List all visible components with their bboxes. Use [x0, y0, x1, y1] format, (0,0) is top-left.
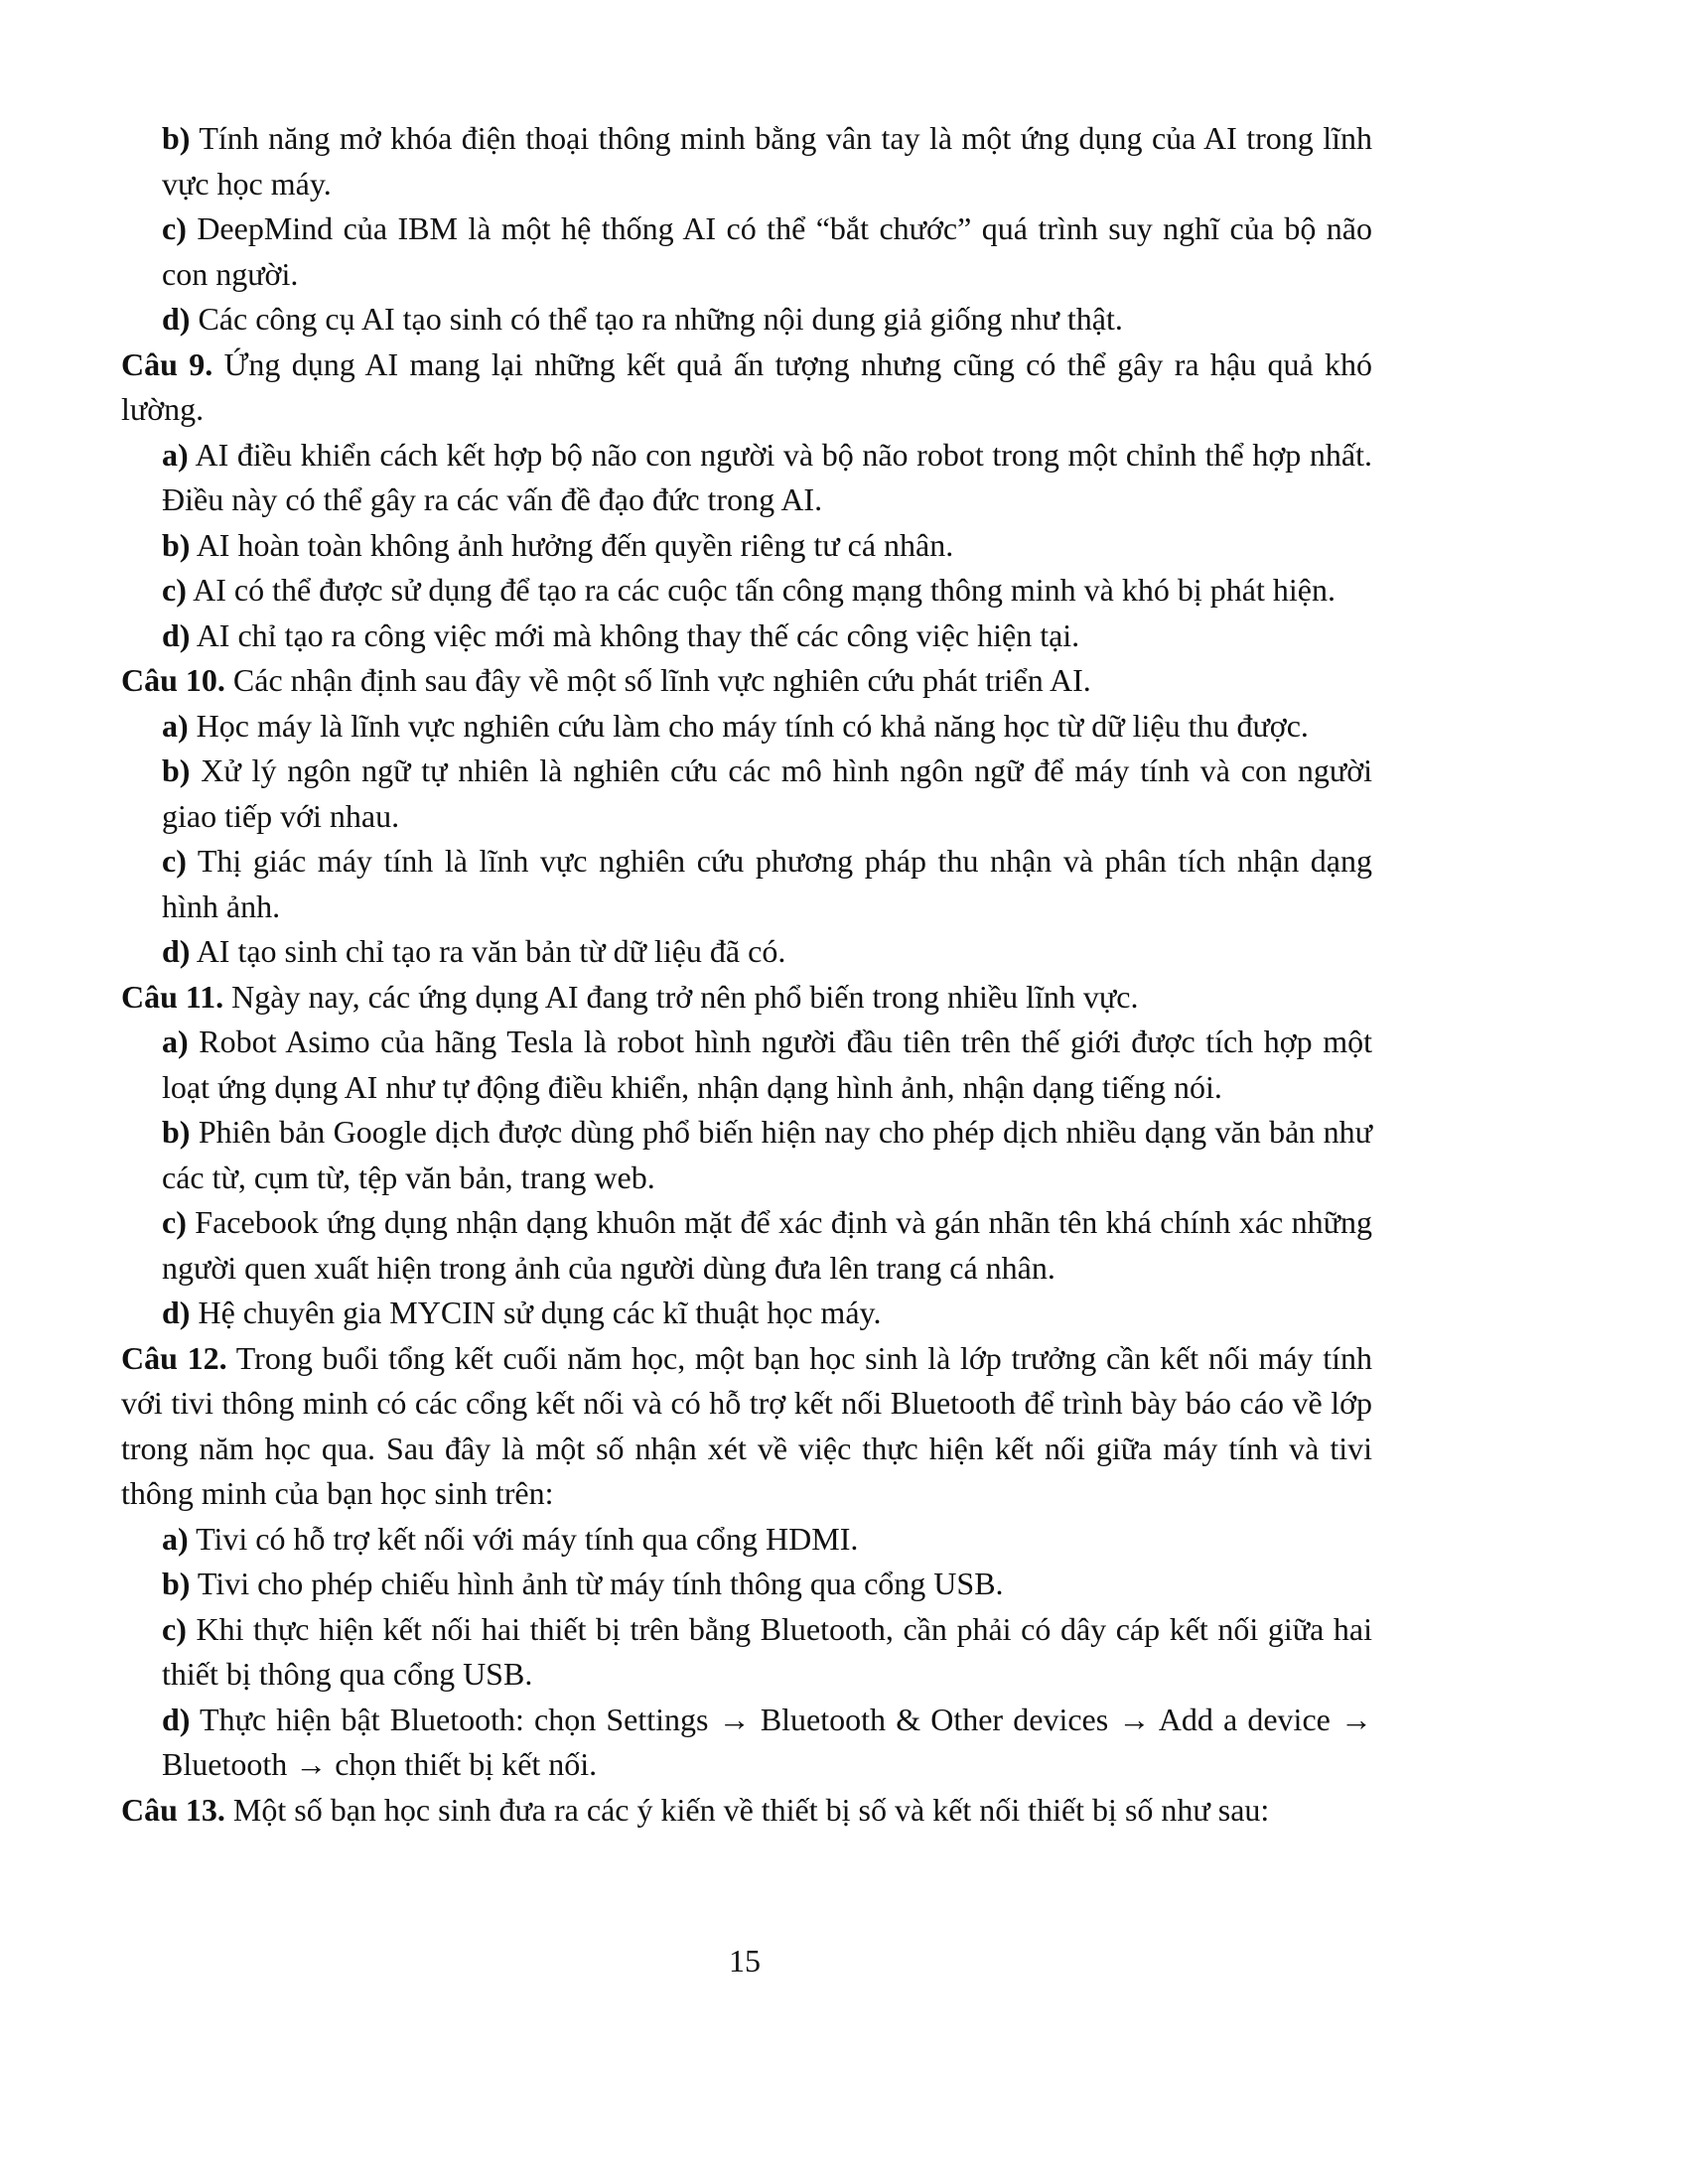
- option-10b: [162, 749, 1372, 839]
- option-12c: [162, 1607, 1372, 1698]
- option-12b: [162, 1562, 1372, 1607]
- question-text: Ứng dụng AI mang lại những kết quả ấn tượng nhưng cũng có thể gây ra hậu quả khó lường.: [121, 345, 1372, 427]
- option-11b: [162, 1110, 1372, 1200]
- option-label: c): [162, 572, 187, 608]
- option-label: d): [162, 1701, 191, 1737]
- question-text: Một số bạn học sinh đưa ra các ý kiến về thiết bị số và kết nối thiết bị số như sau:: [232, 1791, 1270, 1828]
- option-text: Xử lý ngôn ngữ tự nhiên là nghiên cứu các mô hình ngôn ngữ để máy tính và con người giao tiếp với nhau.: [162, 752, 1373, 834]
- option-9c: [162, 568, 1372, 614]
- option-text: Tính năng mở khóa điện thoại thông minh bằng vân tay là một ứng dụng của AI trong lĩnh vực học máy.: [162, 120, 1373, 202]
- option-text: Thực hiện bật Bluetooth: chọn Settings → Bluetooth & Other devices → Add a device → Bluetooth → chọn thiết bị kết nối.: [162, 1701, 1373, 1782]
- option-11d: [162, 1291, 1372, 1336]
- option-label: b): [162, 526, 191, 563]
- option-10c: [162, 839, 1372, 929]
- question-label: Câu 12.: [121, 1339, 227, 1376]
- question-text: Các nhận định sau đây về một số lĩnh vực nghiên cứu phát triển AI.: [232, 662, 1091, 698]
- option-label: d): [162, 301, 191, 337]
- option-label: d): [162, 1295, 191, 1330]
- question-10: [121, 658, 1372, 704]
- option-text: Khi thực hiện kết nối hai thiết bị trên bằng Bluetooth, cần phải có dây cáp kết nối giữa hai thiết bị thông qua cổng USB.: [162, 1610, 1373, 1692]
- question-label: Câu 10.: [121, 662, 225, 698]
- option-text: Robot Asimo của hãng Tesla là robot hình người đầu tiên trên thế giới được tích hợp một loạt ứng dụng AI như tự động điều khiển, nhận dạng hình ảnh, nhận dạng tiếng nói.: [162, 1024, 1373, 1105]
- option-text: DeepMind của IBM là một hệ thống AI có thể “bắt chước” quá trình suy nghĩ của bộ não con người.: [162, 210, 1373, 292]
- option-text: AI tạo sinh chỉ tạo ra văn bản từ dữ liệu đã có.: [196, 933, 786, 969]
- option-label: c): [162, 843, 187, 879]
- option-10d: [162, 929, 1372, 975]
- option-label: a): [162, 1024, 189, 1059]
- option-text: Thị giác máy tính là lĩnh vực nghiên cứu phương pháp thu nhận và phân tích nhận dạng hình ảnh.: [162, 843, 1372, 924]
- option-label: d): [162, 616, 191, 653]
- option-label: a): [162, 1520, 189, 1557]
- option-label: a): [162, 436, 189, 473]
- option-text: Tivi cho phép chiếu hình ảnh từ máy tính thông qua cổng USB.: [197, 1566, 1004, 1601]
- option-text: AI chỉ tạo ra công việc mới mà không thay thế các công việc hiện tại.: [196, 616, 1080, 653]
- question-text: Trong buổi tổng kết cuối năm học, một bạn học sinh là lớp trưởng cần kết nối máy tính với tivi thông minh có các cổng kết nối và có hỗ trợ kết nối Bluetooth để trình bày báo cáo về lớp trong năm học qua. Sau đây là một số nhận xét về việc thực hiện kết nối giữa máy tính và tivi thông minh của bạn học sinh trên:: [121, 1339, 1373, 1511]
- option-8c: [162, 206, 1372, 297]
- option-text: Hệ chuyên gia MYCIN sử dụng các kĩ thuật học máy.: [198, 1295, 882, 1330]
- option-12d: [162, 1698, 1372, 1788]
- option-8b: [162, 116, 1372, 206]
- option-9a: [162, 433, 1372, 523]
- option-text: AI hoàn toàn không ảnh hưởng đến quyền riêng tư cá nhân.: [196, 526, 954, 563]
- page-content: [121, 116, 1372, 1833]
- option-label: c): [162, 210, 187, 246]
- page-number: 15: [729, 1943, 761, 1979]
- option-9b: [162, 523, 1372, 569]
- option-label: a): [162, 707, 189, 744]
- question-9: [121, 342, 1372, 433]
- question-label: Câu 9.: [121, 345, 213, 382]
- question-label: Câu 13.: [121, 1791, 225, 1828]
- option-label: c): [162, 1204, 187, 1240]
- option-text: AI điều khiển cách kết hợp bộ não con người và bộ não robot trong một chỉnh thể hợp nhất. Điều này có thể gây ra các vấn đề đạo đức trong AI.: [162, 436, 1373, 517]
- question-label: Câu 11.: [121, 978, 224, 1015]
- option-12a: [162, 1517, 1372, 1563]
- option-text: Tivi có hỗ trợ kết nối với máy tính qua cổng HDMI.: [196, 1520, 859, 1557]
- option-text: Học máy là lĩnh vực nghiên cứu làm cho máy tính có khả năng học từ dữ liệu thu được.: [196, 707, 1309, 744]
- question-text: Ngày nay, các ứng dụng AI đang trở nên phổ biến trong nhiều lĩnh vực.: [231, 978, 1139, 1015]
- option-label: b): [162, 1566, 191, 1601]
- option-11a: [162, 1020, 1372, 1110]
- option-8d: [162, 297, 1372, 342]
- option-label: b): [162, 752, 191, 788]
- option-label: b): [162, 1114, 191, 1150]
- option-text: Phiên bản Google dịch được dùng phổ biến hiện nay cho phép dịch nhiều dạng văn bản như các từ, cụm từ, tệp văn bản, trang web.: [162, 1114, 1372, 1195]
- question-13: [121, 1788, 1372, 1834]
- option-10a: [162, 704, 1372, 750]
- question-12: [121, 1336, 1372, 1517]
- option-text: AI có thể được sử dụng để tạo ra các cuộc tấn công mạng thông minh và khó bị phát hiện.: [193, 572, 1336, 608]
- option-9d: [162, 614, 1372, 659]
- option-label: b): [162, 120, 191, 156]
- option-label: c): [162, 1610, 187, 1647]
- option-text: Facebook ứng dụng nhận dạng khuôn mặt để xác định và gán nhãn tên khá chính xác những người quen xuất hiện trong ảnh của người dùng đưa lên trang cá nhân.: [162, 1204, 1373, 1286]
- question-11: [121, 975, 1372, 1021]
- option-11c: [162, 1200, 1372, 1291]
- option-label: d): [162, 933, 191, 969]
- option-text: Các công cụ AI tạo sinh có thể tạo ra những nội dung giả giống như thật.: [198, 301, 1123, 337]
